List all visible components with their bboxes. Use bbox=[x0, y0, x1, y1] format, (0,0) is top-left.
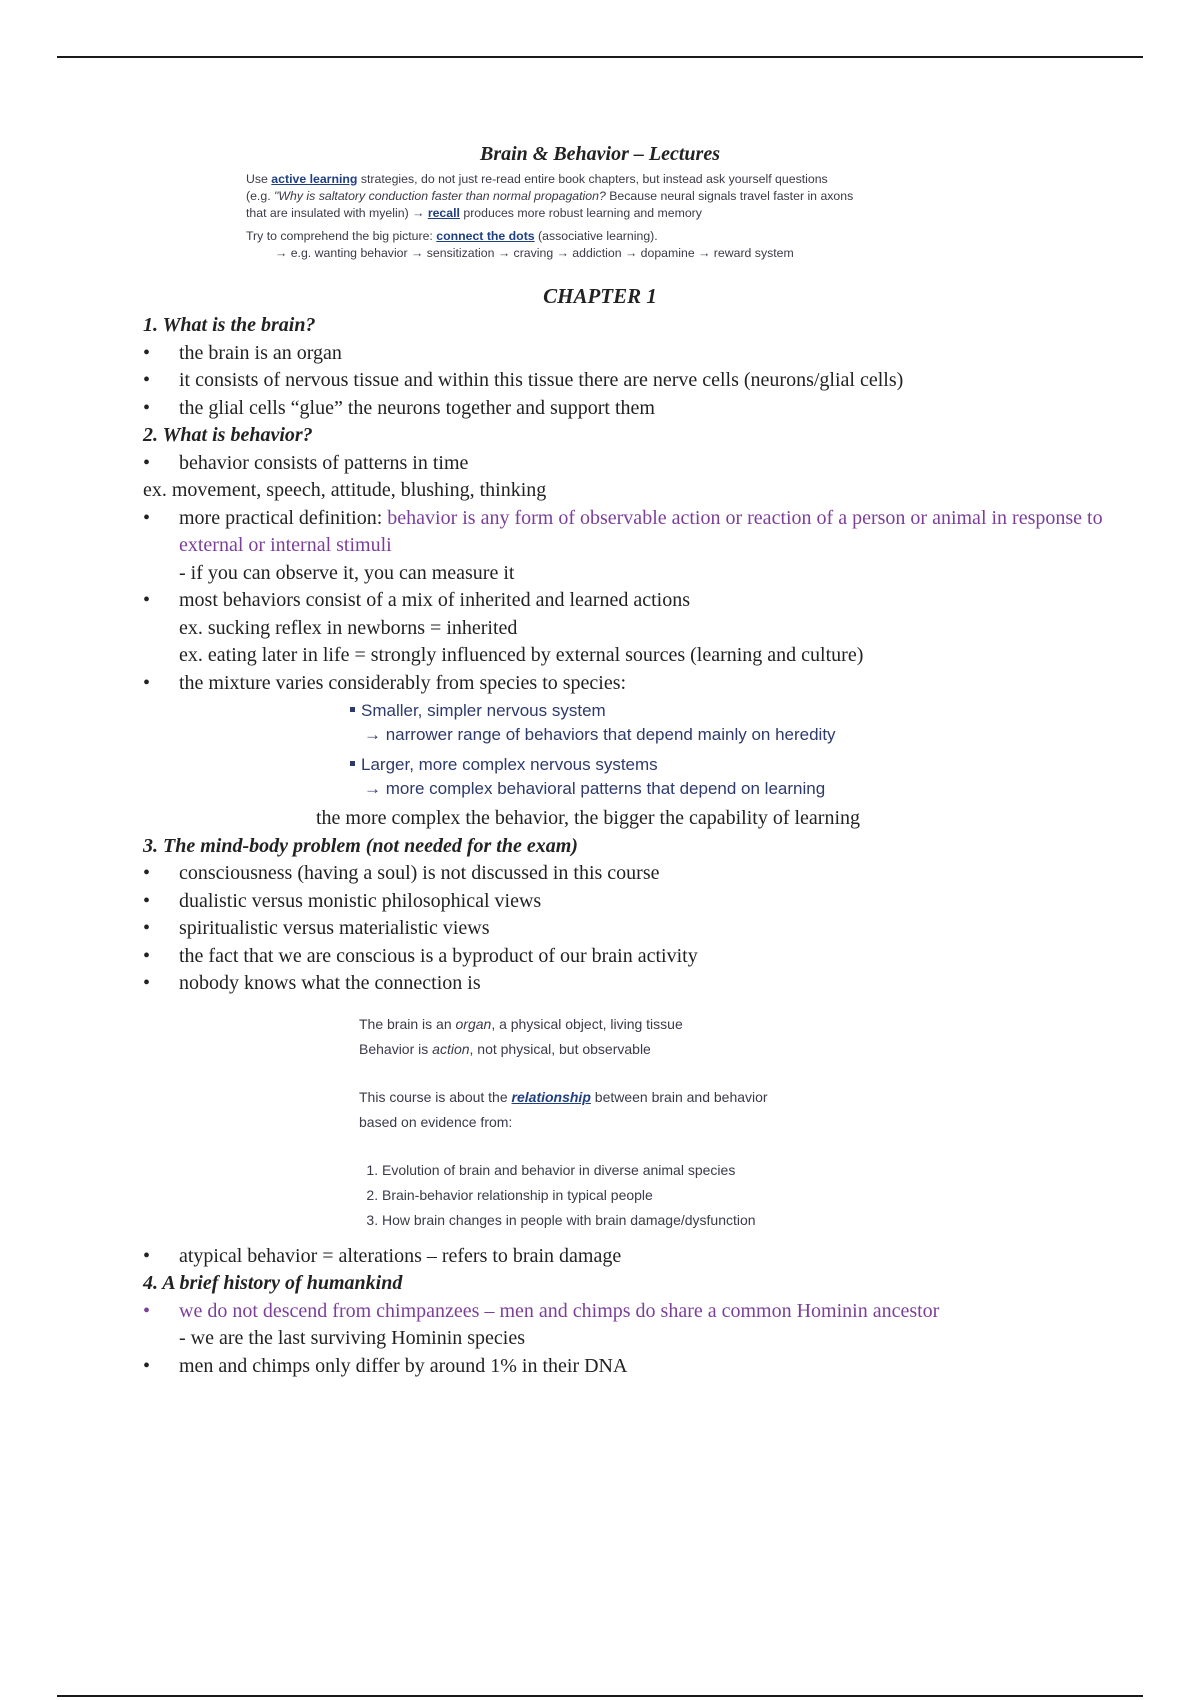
evidence-list bbox=[359, 1158, 1143, 1233]
recall-term: recall bbox=[427, 206, 460, 220]
evidence-item: 3. How brain changes in people with brain damage/dysfunction bbox=[382, 1208, 1143, 1233]
conclusion-line: the more complex the behavior, the bigger the capability of learning bbox=[316, 807, 861, 829]
species-comparison-figure bbox=[350, 699, 1143, 801]
slide-line: based on evidence from: bbox=[359, 1113, 513, 1130]
sub-line: - we are the last surviving Hominin species bbox=[179, 1327, 526, 1349]
tip-line-2: (e.g. "Why is saltatory conduction faster than normal propagation? Because neural signals travel faster in axons bbox=[246, 189, 854, 203]
behavior-bullets-4 bbox=[143, 670, 1143, 698]
section-heading-brain: 1. What is the brain? bbox=[143, 314, 316, 336]
relationship-slide-box bbox=[359, 1012, 1143, 1233]
mind-body-bullets-2 bbox=[143, 1243, 1143, 1271]
behavior-bullets bbox=[143, 450, 1143, 478]
square-bullet-icon bbox=[350, 707, 355, 712]
section-heading-behavior: 2. What is behavior? bbox=[143, 424, 313, 446]
chapter-heading: CHAPTER 1 bbox=[543, 284, 657, 308]
bullet-item: • men and chimps only differ by around 1% in their DNA bbox=[143, 1353, 1143, 1381]
example-line: ex. movement, speech, attitude, blushing, thinking bbox=[143, 479, 547, 501]
bullet-item: • it consists of nervous tissue and within this tissue there are nerve cells (neurons/glial cells) bbox=[143, 367, 1143, 395]
bullet-item: • atypical behavior = alterations – refers to brain damage bbox=[143, 1243, 1143, 1271]
slide-line: This course is about the relationship between brain and behavior bbox=[359, 1088, 768, 1105]
tip-line-1: Use active learning strategies, do not just re-read entire book chapters, but instead ask yourself questions bbox=[246, 172, 828, 186]
bullet-item: • behavior consists of patterns in time bbox=[143, 450, 1143, 478]
bullet-item: • the glial cells “glue” the neurons together and support them bbox=[143, 395, 1143, 423]
slide-line: Behavior is action, not physical, but observable bbox=[359, 1040, 651, 1057]
relationship-term: relationship bbox=[511, 1088, 591, 1105]
example-line: ex. sucking reflex in newborns = inherited bbox=[179, 616, 518, 639]
figure-group-simple bbox=[350, 699, 1143, 747]
behavior-definition: behavior is any form of observable action or reaction of a person or animal in response to external or internal stimuli bbox=[179, 506, 1103, 556]
example-line: ex. eating later in life = strongly influenced by external sources (learning and culture) bbox=[179, 644, 864, 666]
sub-line: - if you can observe it, you can measure it bbox=[179, 561, 515, 584]
evidence-item: 2. Brain-behavior relationship in typical people bbox=[382, 1183, 1143, 1208]
section-heading-history: 4. A brief history of humankind bbox=[143, 1272, 403, 1294]
history-bullets bbox=[143, 1298, 1143, 1326]
bullet-item: • the fact that we are conscious is a byproduct of our brain activity bbox=[143, 943, 1143, 971]
bottom-rule bbox=[57, 1695, 1143, 1697]
bullet-item: • nobody knows what the connection is bbox=[143, 970, 1143, 998]
behavior-bullets-3 bbox=[143, 587, 1143, 615]
figure-item: Larger, more complex nervous systems bbox=[350, 753, 1143, 777]
bullet-item: • consciousness (having a soul) is not discussed in this course bbox=[143, 860, 1143, 888]
chapter-content bbox=[143, 312, 1143, 1380]
slide-line: The brain is an organ, a physical object, living tissue bbox=[359, 1015, 683, 1032]
bullet-item: • most behaviors consist of a mix of inherited and learned actions bbox=[143, 587, 1143, 615]
active-learning-term: active learning bbox=[271, 172, 358, 186]
section-heading-mind-body: 3. The mind-body problem (not needed for the exam) bbox=[143, 834, 578, 857]
tip-line-5: → e.g. wanting behavior → sensitization → craving → addiction → dopamine → reward system bbox=[275, 246, 794, 260]
bullet-item: • the brain is an organ bbox=[143, 340, 1143, 368]
bullet-item: • we do not descend from chimpanzees – men and chimps do share a common Hominin ancestor bbox=[143, 1298, 1143, 1326]
bullet-item: • the mixture varies considerably from species to species: bbox=[143, 670, 1143, 698]
figure-arrow-line: → more complex behavioral patterns that depend on learning bbox=[364, 779, 826, 798]
behavior-bullets-2 bbox=[143, 505, 1143, 560]
figure-group-complex bbox=[350, 753, 1143, 801]
document-title: Brain & Behavior – Lectures bbox=[479, 143, 720, 165]
bullet-item: • more practical definition: behavior is any form of observable action or reaction of a person or animal in response to external or internal stimuli bbox=[143, 505, 1143, 560]
mind-body-bullets bbox=[143, 860, 1143, 998]
bullet-item: • spiritualistic versus materialistic views bbox=[143, 915, 1143, 943]
brain-bullets bbox=[143, 340, 1143, 423]
tip-line-3: that are insulated with myelin) → recall produces more robust learning and memory bbox=[246, 206, 702, 220]
history-bullets-2 bbox=[143, 1353, 1143, 1381]
figure-arrow-line: → narrower range of behaviors that depend mainly on heredity bbox=[364, 725, 836, 744]
study-tips-box bbox=[246, 171, 946, 262]
connect-dots-term: connect the dots bbox=[436, 229, 535, 243]
tip-line-4: Try to comprehend the big picture: connect the dots (associative learning). bbox=[246, 229, 658, 243]
bullet-item: • dualistic versus monistic philosophical views bbox=[143, 888, 1143, 916]
figure-item: Smaller, simpler nervous system bbox=[350, 699, 1143, 723]
square-bullet-icon bbox=[350, 761, 355, 766]
evidence-item: 1. Evolution of brain and behavior in diverse animal species bbox=[382, 1158, 1143, 1183]
top-rule bbox=[57, 56, 1143, 58]
